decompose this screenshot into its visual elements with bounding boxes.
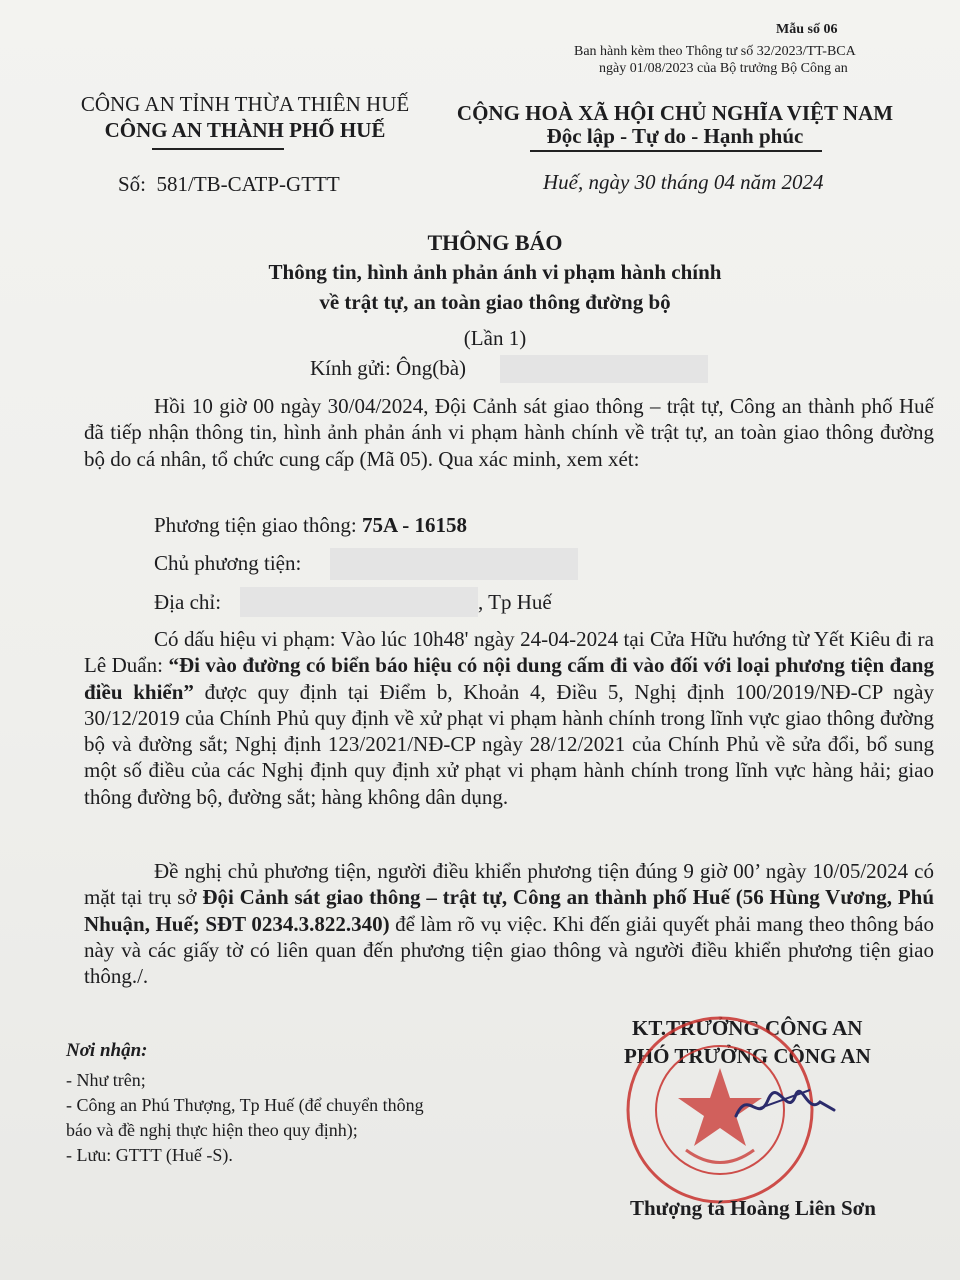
motto-underline: [530, 150, 822, 152]
violation-legal-basis: được quy định tại Điểm b, Khoản 4, Điều 5, Nghị định 100/2019/NĐ-CP ngày 30/12/2019 của Chính Phủ quy định về xử phạt vi phạm hành chính trong lĩnh vực giao thông đường bộ và đường sắt; Nghị định 123/2021/NĐ-CP ngày 28/12/2021 của Chính Phủ về sửa đổi, bổ sung một số điều của các Nghị định quy định xử phạt vi phạm hành chính trong lĩnh vực hàng hải; giao thông đường bộ, đường sắt; hàng không dân dụng.: [84, 679, 934, 809]
vehicle-label: Phương tiện giao thông:: [154, 513, 357, 537]
form-number: Mẫu số 06: [776, 22, 838, 37]
document-number: [118, 172, 340, 197]
request-prefix: Đề nghị chủ phương tiện, người điều khiển phương tiện đúng 9 giờ 00’ ngày 10/05/2024 có mặt tại trụ sở: [84, 859, 934, 910]
agency-name: CÔNG AN THÀNH PHỐ HUẾ: [104, 118, 386, 142]
vehicle-plate: 75A - 16158: [361, 513, 467, 537]
violation-paragraph: [84, 626, 934, 810]
recipient-label: Kính gửi: Ông(bà): [310, 356, 467, 380]
form-issued-line-2: ngày 01/08/2023 của Bộ trưởng Bộ Công an: [599, 61, 848, 76]
notice-title: THÔNG BÁO: [427, 230, 563, 255]
redacted-owner: [330, 548, 578, 580]
signature-title-1: KT.TRƯỞNG CÔNG AN: [632, 1016, 863, 1040]
notice-count: (Lần 1): [463, 326, 527, 350]
intro-paragraph: Hồi 10 giờ 00 ngày 30/04/2024, Đội Cảnh sát giao thông – trật tự, Công an thành phố Huế đã tiếp nhận thông tin, hình ảnh phản ánh vi phạm hành chính về trật tự, an toàn giao thông đường bộ do cá nhân, tổ chức cung cấp (Mã 05). Qua xác minh, xem xét:: [84, 394, 934, 471]
vehicle-row: [154, 513, 467, 538]
signer-name: Thượng tá Hoàng Liên Sơn: [630, 1196, 876, 1220]
recipients-item-1: - Như trên;: [66, 1070, 146, 1090]
handwritten-signature: [730, 1080, 840, 1130]
recipients-label: Nơi nhận:: [66, 1040, 148, 1061]
document-number-label: Số:: [118, 172, 147, 196]
national-motto: Độc lập - Tự do - Hạnh phúc: [546, 124, 804, 148]
agency-parent: CÔNG AN TỈNH THỪA THIÊN HUẾ: [80, 92, 410, 116]
recipients-item-2a: - Công an Phú Thượng, Tp Huế (để chuyển thông: [66, 1095, 424, 1115]
owner-label: Chủ phương tiện:: [154, 551, 302, 575]
national-title: CỘNG HOÀ XÃ HỘI CHỦ NGHĨA VIỆT NAM: [456, 101, 894, 125]
agency-underline: [152, 148, 284, 150]
document-number-value: 581/TB-CATP-GTTT: [156, 172, 340, 196]
signature-title-2: PHÓ TRƯỞNG CÔNG AN: [624, 1044, 871, 1068]
notice-subtitle-2: về trật tự, an toàn giao thông đường bộ: [319, 290, 671, 314]
violation-description: “Đi vào đường có biển báo hiệu có nội dung cấm đi vào đối với loại phương tiện đang điều khiển”: [84, 653, 934, 704]
form-issued-line-1: Ban hành kèm theo Thông tư số 32/2023/TT-BCA: [574, 44, 856, 59]
recipients-item-3: - Lưu: GTTT (Huế -S).: [66, 1145, 233, 1165]
place-date: Huế, ngày 30 tháng 04 năm 2024: [543, 170, 824, 194]
address-label: Địa chỉ:: [154, 590, 222, 614]
request-paragraph: [84, 858, 934, 989]
address-suffix: , Tp Huế: [478, 590, 552, 614]
violation-prefix: Có dấu hiệu vi phạm: Vào lúc 10h48' ngày 24-04-2024 tại Cửa Hữu hướng từ Yết Kiêu đi ra Lê Duẩn:: [84, 627, 934, 678]
request-location: Đội Cảnh sát giao thông – trật tự, Công an thành phố Huế (56 Hùng Vương, Phú Nhuận, Huế; SĐT 0234.3.822.340): [84, 885, 935, 936]
notice-subtitle-1: Thông tin, hình ảnh phản ánh vi phạm hành chính: [268, 260, 722, 284]
recipients-item-2b: báo và đề nghị thực hiện theo quy định);: [66, 1120, 358, 1140]
request-rest: để làm rõ vụ việc. Khi đến giải quyết phải mang theo thông báo này và các giấy tờ có liên quan đến phương tiện giao thông và người điều khiển phương tiện giao thông./.: [84, 911, 934, 989]
redacted-address: [240, 587, 478, 617]
redacted-recipient-name: [500, 355, 708, 383]
